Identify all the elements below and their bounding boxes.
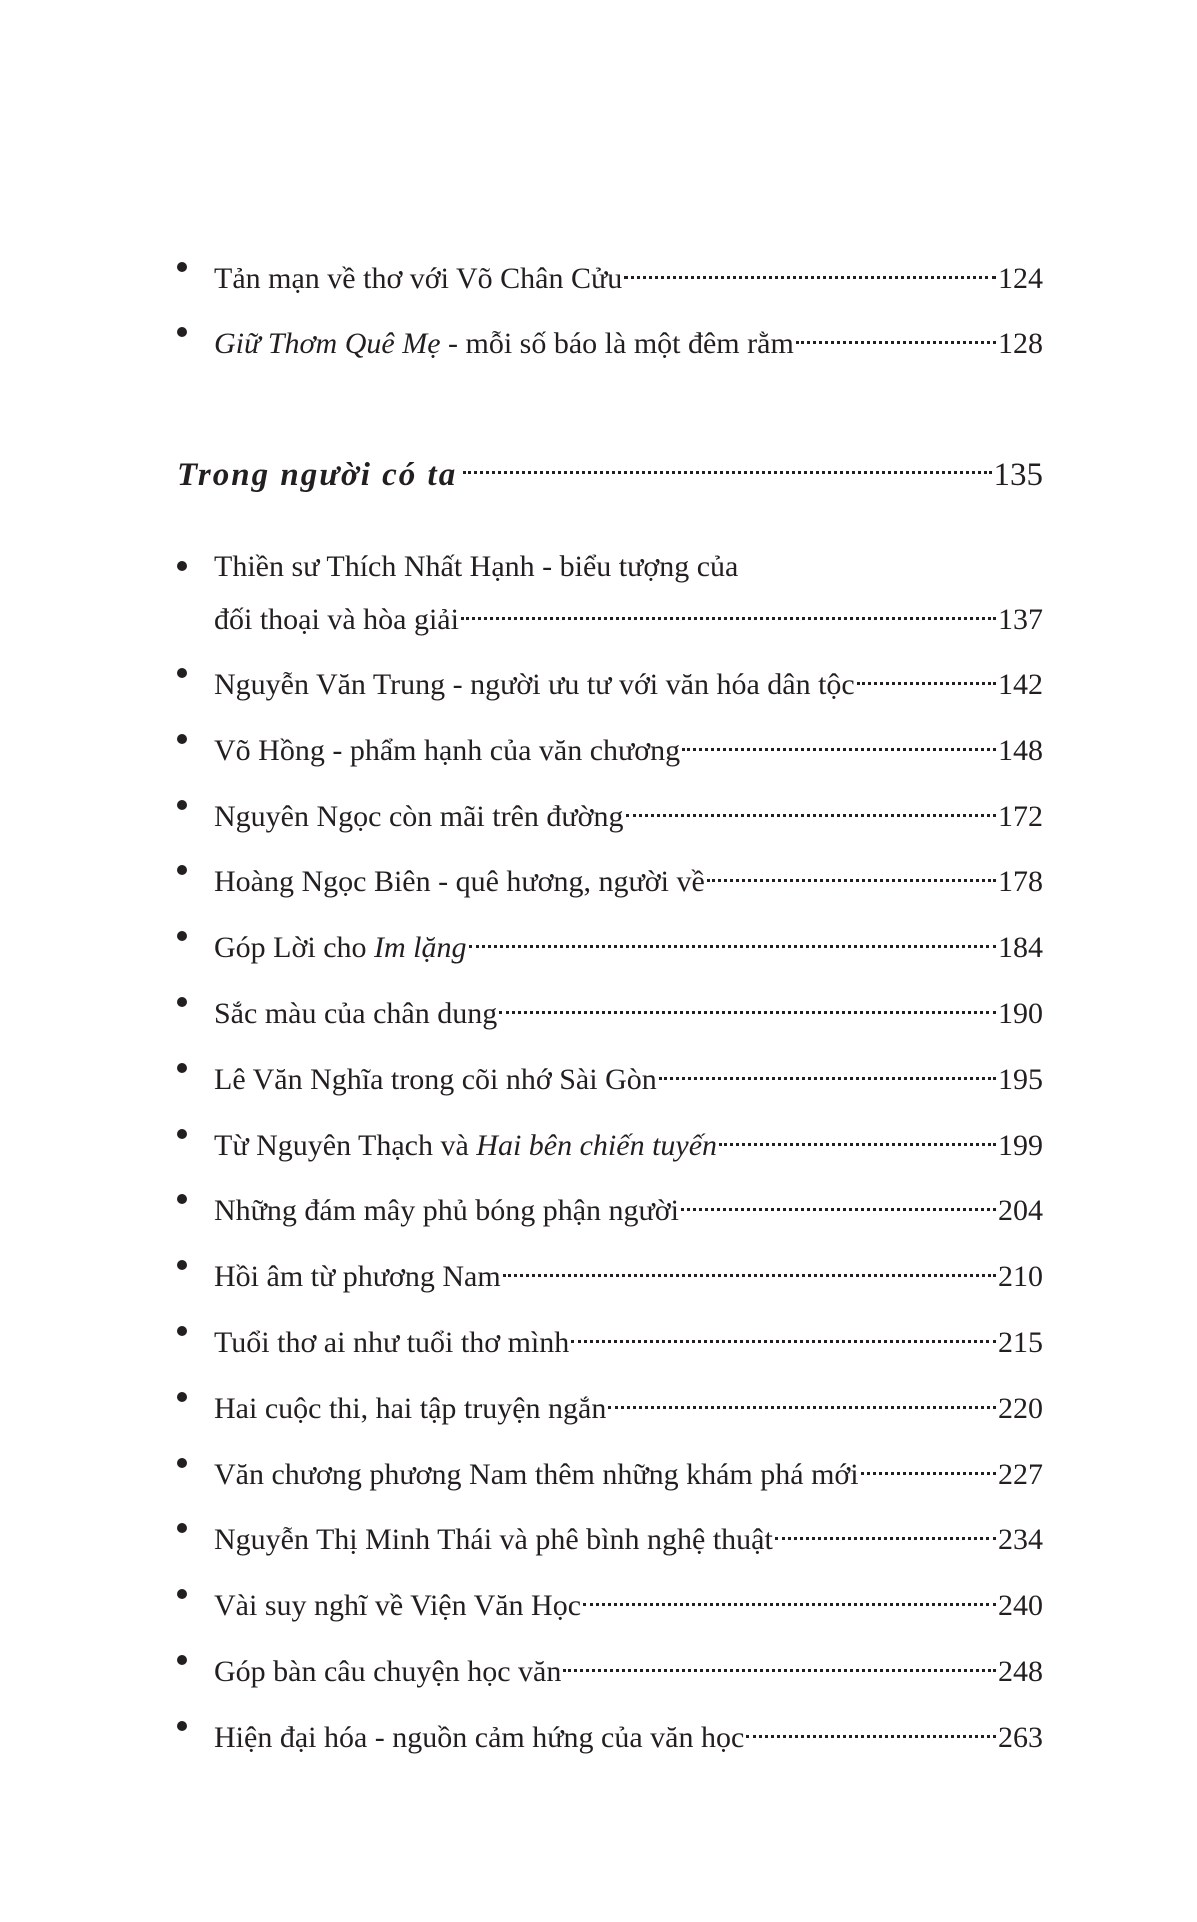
bullet-icon [177, 1655, 187, 1665]
entry-title-line-1: Thiền sư Thích Nhất Hạnh - biểu tượng của [214, 550, 739, 583]
bullet-icon [177, 1326, 187, 1336]
dot-leader [463, 441, 991, 485]
page-number: 148 [998, 734, 1043, 767]
dot-leader [861, 1444, 996, 1484]
entry-title: Văn chương phương Nam thêm những khám phá mới [214, 1458, 859, 1491]
bullet-icon [177, 1194, 187, 1204]
bullet-icon [177, 668, 187, 678]
entry-title: Vài suy nghĩ về Viện Văn Học [214, 1589, 582, 1622]
page-number: 215 [998, 1326, 1043, 1359]
entry-title: Sắc màu của chân dung [214, 997, 498, 1030]
bullet-icon [177, 931, 187, 941]
bullet-icon [177, 561, 187, 571]
entry-title: Hiện đại hóa - nguồn cảm hứng của văn học [214, 1721, 745, 1754]
entry-title: Tuổi thơ ai như tuổi thơ mình [214, 1326, 570, 1359]
dot-leader [608, 1378, 996, 1418]
page-number: 248 [998, 1655, 1043, 1688]
bullet-icon [177, 1260, 187, 1270]
dot-leader [682, 720, 996, 760]
entry-title: Võ Hồng - phẩm hạnh của văn chương [214, 734, 681, 767]
dot-leader [659, 1049, 996, 1089]
page-number: 199 [998, 1129, 1043, 1162]
dot-leader [796, 313, 996, 353]
page-number: 195 [998, 1063, 1043, 1096]
dot-leader [719, 1115, 996, 1155]
dot-leader [503, 1246, 996, 1286]
entry-title: Góp bàn câu chuyện học văn [214, 1655, 562, 1688]
dot-leader [571, 1312, 996, 1352]
dot-leader [775, 1509, 996, 1549]
section-title: Trong người có ta [177, 457, 458, 493]
page-number: 220 [998, 1392, 1043, 1425]
bullet-icon [177, 800, 187, 810]
bullet-icon [177, 734, 187, 744]
section-heading[interactable] [177, 441, 1043, 493]
bullet-icon [177, 1063, 187, 1073]
entry-title: Hoàng Ngọc Biên - quê hương, người về [214, 865, 705, 898]
bullet-icon [177, 1589, 187, 1599]
dot-leader [624, 248, 996, 288]
page-number: 137 [998, 603, 1043, 636]
dot-leader [563, 1641, 996, 1681]
bullet-icon [177, 997, 187, 1007]
page-number: 234 [998, 1523, 1043, 1556]
entry-title: Lê Văn Nghĩa trong cõi nhớ Sài Gòn [214, 1063, 657, 1096]
entry-title-line-2: đối thoại và hòa giải [214, 603, 459, 636]
entry-title: Những đám mây phủ bóng phận người [214, 1194, 679, 1227]
entry-title: Tản mạn về thơ với Võ Chân Cửu [214, 262, 623, 295]
page-number: 204 [998, 1194, 1043, 1227]
bullet-icon [177, 262, 187, 272]
page-number: 172 [998, 800, 1043, 833]
page-number: 178 [998, 865, 1043, 898]
entry-title: Góp Lời cho Im lặng [214, 931, 467, 964]
bullet-icon [177, 865, 187, 875]
bullet-icon [177, 327, 187, 337]
bullet-icon [177, 1458, 187, 1468]
page-number: 142 [998, 668, 1043, 701]
dot-leader [469, 917, 996, 957]
dot-leader [681, 1180, 996, 1220]
dot-leader [499, 983, 996, 1023]
bullet-icon [177, 1523, 187, 1533]
entry-title: Hồi âm từ phương Nam [214, 1260, 501, 1293]
entry-title: Giữ Thơm Quê Mẹ - mỗi số báo là một đêm rằm [214, 327, 794, 360]
dot-leader [707, 851, 996, 891]
dot-leader [461, 589, 996, 629]
entry-title: Nguyễn Văn Trung - người ưu tư với văn hóa dân tộc [214, 668, 855, 701]
page-number: 128 [998, 327, 1043, 360]
dot-leader [746, 1707, 996, 1747]
page-number: 184 [998, 931, 1043, 964]
entry-title: Từ Nguyên Thạch và Hai bên chiến tuyến [214, 1129, 718, 1162]
bullet-icon [177, 1392, 187, 1402]
dot-leader [626, 786, 996, 826]
page-number: 190 [998, 997, 1043, 1030]
bullet-icon [177, 1129, 187, 1139]
page-number: 135 [993, 457, 1043, 493]
page-number: 263 [998, 1721, 1043, 1754]
page-number: 124 [998, 262, 1043, 295]
dot-leader [583, 1575, 996, 1615]
page-number: 240 [998, 1589, 1043, 1622]
entry-title: Hai cuộc thi, hai tập truyện ngắn [214, 1392, 607, 1425]
page-number: 227 [998, 1458, 1043, 1491]
page-number: 210 [998, 1260, 1043, 1293]
dot-leader [857, 654, 996, 694]
entry-title: Nguyễn Thị Minh Thái và phê bình nghệ thuật [214, 1523, 773, 1556]
entry-title: Nguyên Ngọc còn mãi trên đường [214, 800, 624, 833]
bullet-icon [177, 1721, 187, 1731]
